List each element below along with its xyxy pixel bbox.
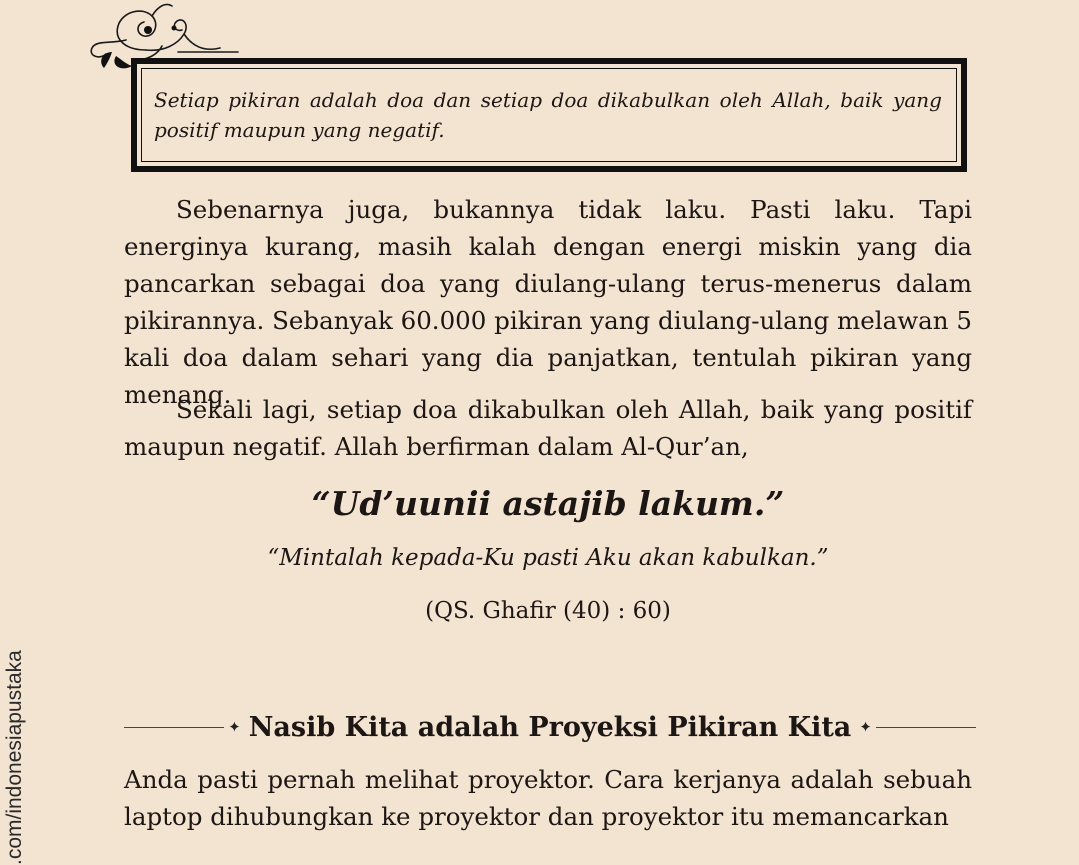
body-paragraph-1 bbox=[124, 191, 972, 413]
heading-rule-left bbox=[124, 727, 224, 728]
body-paragraph-2-text: Sekali lagi, setiap doa dikabulkan oleh Allah, baik yang positif maupun negatif. Allah berfirman dalam Al-Qur’an, bbox=[124, 395, 972, 461]
quote-text bbox=[141, 68, 957, 162]
verse-citation: (QS. Ghafir (40) : 60) bbox=[425, 598, 671, 624]
watermark-text: .com/indonesiapustaka bbox=[3, 650, 26, 865]
quote-line-2: positif maupun yang negatif. bbox=[154, 118, 445, 142]
section-heading: Nasib Kita adalah Proyeksi Pikiran Kita bbox=[248, 711, 852, 743]
verse-translation: “Mintalah kepada-Ku pasti Aku akan kabulkan.” bbox=[267, 545, 829, 571]
body-paragraph-1-text: Sebenarnya juga, bukannya tidak laku. Pasti laku. Tapi energinya kurang, masih kalah dengan energi miskin yang dia pancarkan sebagai doa yang diulang-ulang terus-menerus dalam pikirannya. Sebanyak 60.000 pikiran yang diulang-ulang melawan 5 kali doa dalam sehari yang dia panjatkan, tentulah pikiran yang menang. bbox=[124, 195, 972, 409]
heading-rule-right bbox=[876, 727, 976, 728]
verse-transliteration: “Ud’uunii astajib lakum.” bbox=[311, 484, 785, 523]
section-paragraph: Anda pasti pernah melihat proyektor. Cara kerjanya adalah sebuah laptop dihubungkan ke proyektor dan proyektor itu memancarkan bbox=[124, 765, 972, 831]
quote-box bbox=[131, 58, 967, 172]
four-point-star-icon: ✦ bbox=[859, 718, 872, 736]
body-paragraph-2 bbox=[124, 391, 972, 465]
quote-line-1: Setiap pikiran adalah doa dan setiap doa dikabulkan oleh Allah, baik yang bbox=[154, 88, 942, 112]
section-heading-row bbox=[124, 705, 976, 749]
four-point-star-icon: ✦ bbox=[228, 718, 241, 736]
